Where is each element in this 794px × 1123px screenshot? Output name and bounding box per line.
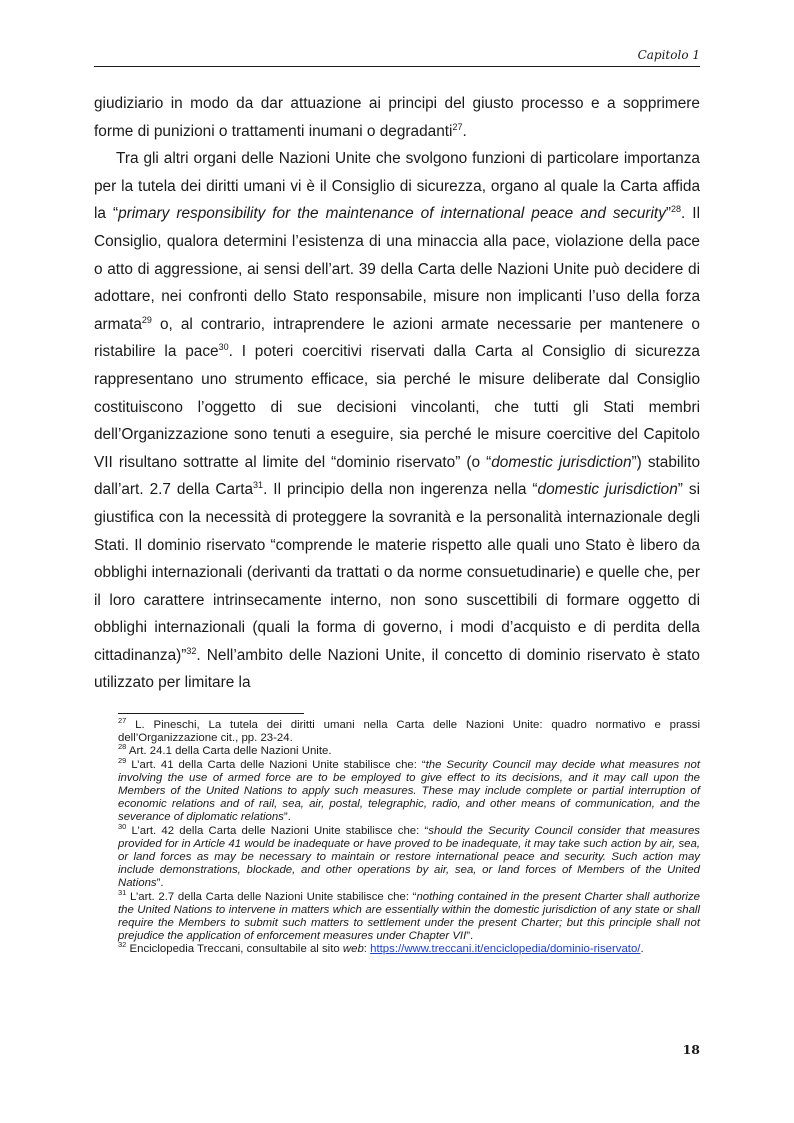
footnote-ref-28[interactable]: 28: [671, 204, 682, 215]
page-number: 18: [682, 1042, 700, 1057]
main-text: [94, 90, 700, 697]
running-header: [94, 46, 700, 67]
footnote-31: $^{31}$ L’art. 2.7 della Carta delle Nazioni Unite stabilisce che: “nothing contained in the present Charter shall authorize the United Nations to intervene in matters which are essentially within the domestic jurisdiction of any state or shall require the Members to submit such matters to settlement under the present Charter; but this principle shall not prejudice the application of enforcement measures under Chapter VII”.: [118, 887, 700, 943]
footnote-ref-30[interactable]: 30: [218, 342, 229, 353]
footnote-32: $^{32}$ Enciclopedia Treccani, consultabile al sito web: https://www.treccani.it/enciclopedia/dominio-riservato/.: [118, 940, 644, 956]
footnote-separator: [118, 713, 304, 714]
footnote-29: $^{29}$ L’art. 41 della Carta delle Nazioni Unite stabilisce che: “the Security Council may decide what measures not involving the use of armed force are to be employed to give effect to its decisions, and it may call upon the Members of the United Nations to apply such measures. These may include complete or partial interruption of economic relations and of rail, sea, air, postal, telegraphic, radio, and other means of communication, and the severance of diplomatic relations”.: [118, 755, 700, 824]
footnote-ref-31[interactable]: 31: [253, 480, 264, 491]
footnote-27: $^{27}$ L. Pineschi, La tutela dei diritti umani nella Carta delle Nazioni Unite: quadro normativo e prassi dell’Organizzazione cit., pp. 23-24.: [118, 716, 700, 745]
chapter-label: Capitolo 1: [637, 48, 700, 62]
footnote-ref-27[interactable]: 27: [452, 121, 463, 132]
paragraph-2: Tra gli altri organi delle Nazioni Unite che svolgono funzioni di particolare importanza per la tutela dei diritti umani vi è il Consiglio di sicurezza, organo al quale la Carta affida la “primary responsibility for the maintenance of international peace and security”$^{28}$. Il Consiglio, qualora determini l’esistenza di una minaccia alla pace, violazione della pace o atto di aggressione, ai sensi dell’art. 39 della Carta delle Nazioni Unite può decidere di adottare, nei confronti dello Stato responsabile, misure non implicanti l’uso della forza armata$^{29}$ o, al contrario, intraprendere le azioni armate necessarie per mantenere o ristabilire la pace$^{30}$. I poteri coercitivi riservati dalla Carta al Consiglio di sicurezza rappresentano uno strumento efficace, sia perché le misure deliberate dal Consiglio costituiscono l’oggetto di sue decisioni vincolanti, che tutti gli Stati membri dell’Organizzazione sono tenuti a eseguire, sia perché le misure coercitive del Capitolo VII risultano sottratte al limite del “dominio riservato” (o “domestic jurisdiction”) stabilito dall’art. 2.7 della Carta$^{31}$. Il principio della non ingerenza nella “domestic jurisdiction” si giustifica con la necessità di proteggere la sovranità e la personalità internazionale degli Stati. Il dominio riservato “comprende le materie rispetto alle quali uno Stato è libero da obblighi internazionali (derivanti da trattati o da norme consuetudinarie) e quelle che, per il loro carattere intrinsecamente interno, non sono suscettibili di formare oggetto di obblighi internazionali (quali la forma di governo, i modi d’acquisto e di perdita della cittadinanza)”$^{32}$. Nell’ambito delle Nazioni Unite, il concetto di dominio riservato è stato utilizzato per limitare la: [94, 150, 701, 692]
treccani-link[interactable]: https://www.treccani.it/enciclopedia/dominio-riservato/: [370, 943, 641, 956]
footnote-ref-29[interactable]: 29: [141, 314, 152, 325]
footnote-30: $^{30}$ L’art. 42 della Carta delle Nazioni Unite stabilisce che: “should the Security Council consider that measures provided for in Article 41 would be inadequate or have proved to be inadequate, it may take such action by air, sea, or land forces as may be necessary to maintain or restore international peace and security. Such action may include demonstrations, blockade, and other operations by air, sea, or land forces of Members of the United Nations”.: [118, 821, 701, 890]
footnote-ref-32[interactable]: 32: [186, 645, 197, 656]
footnotes: [118, 716, 701, 957]
footnote-28: $^{28}$ Art. 24.1 della Carta delle Nazioni Unite.: [118, 742, 332, 758]
paragraph-1: giudiziario in modo da dar attuazione ai principi del giusto processo e a sopprimere forme di punizioni o trattamenti inumani o degradanti$^{27}$.: [94, 95, 700, 140]
